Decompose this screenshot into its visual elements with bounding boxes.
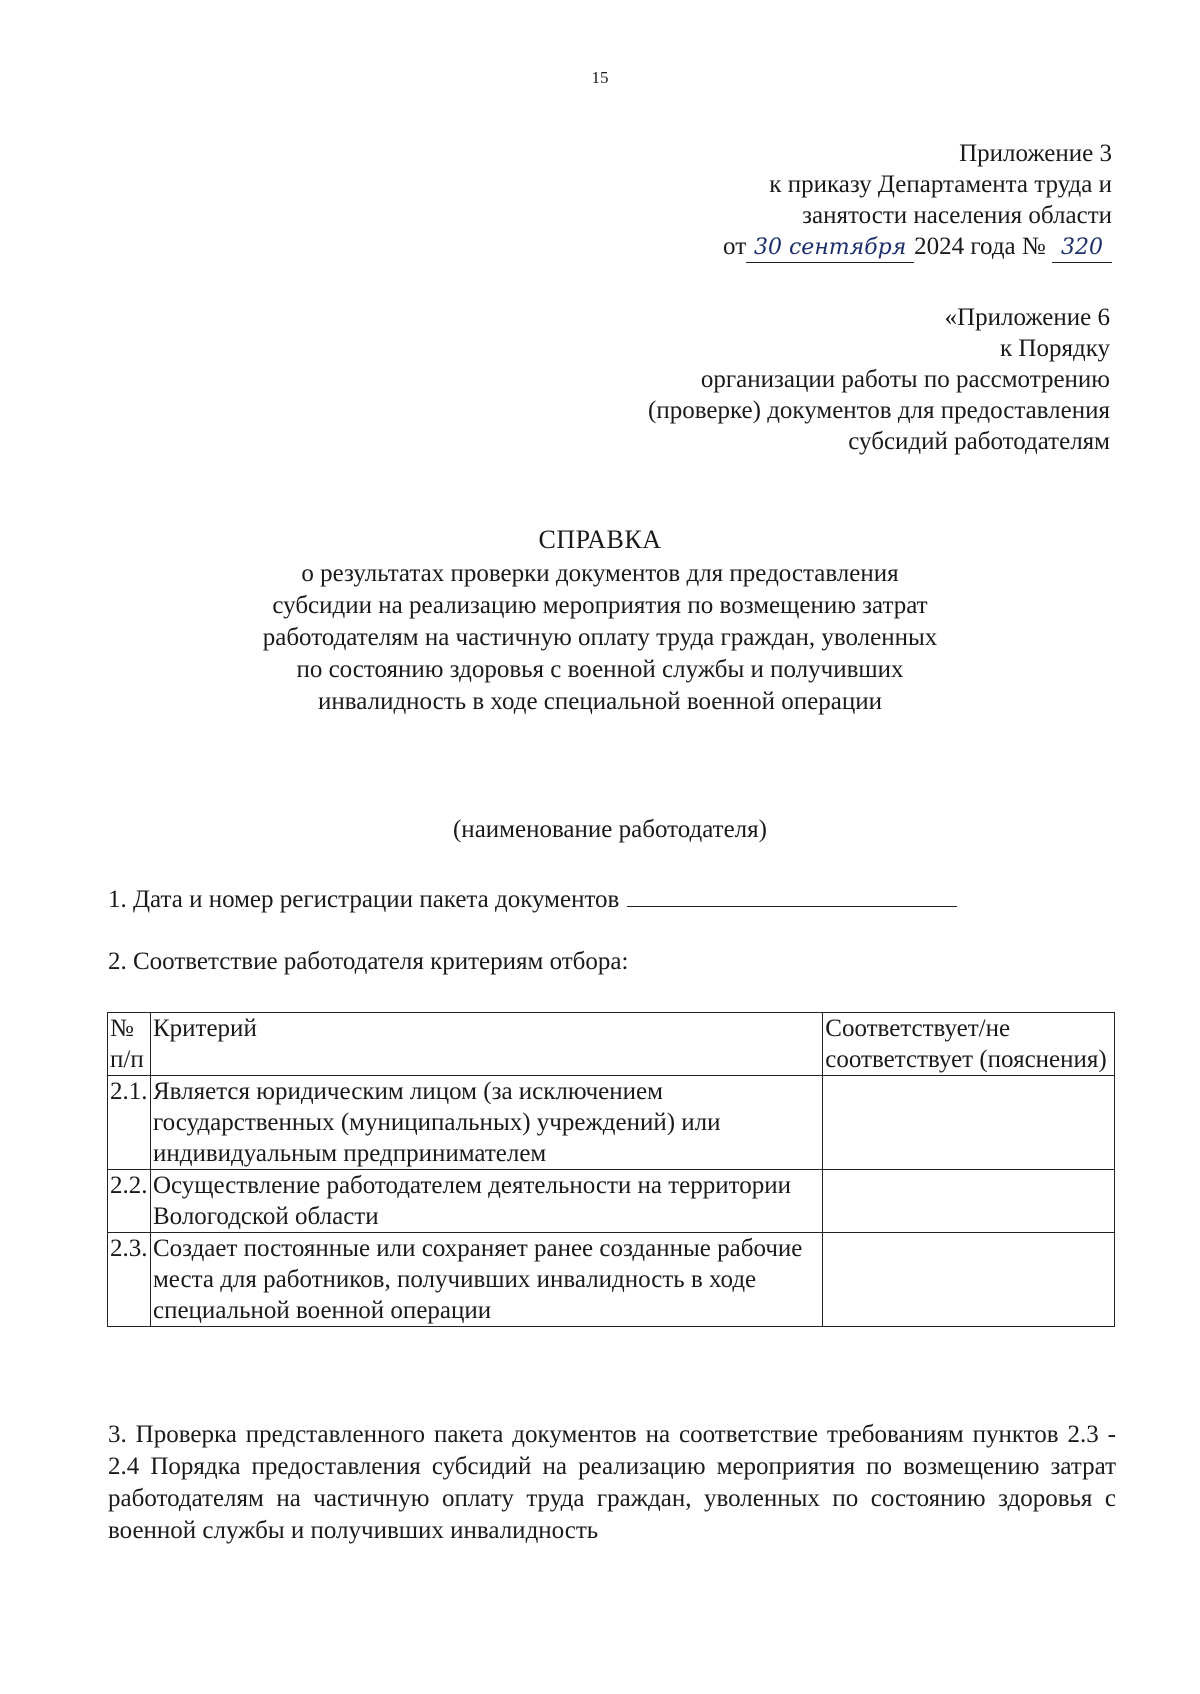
row-result bbox=[823, 1076, 1115, 1170]
title-line-3: работодателям на частичную оплату труда граждан, уволенных bbox=[262, 624, 938, 651]
handwritten-date: 30 сентября bbox=[753, 235, 907, 260]
title-line-5: инвалидность в ходе специальной военной операции bbox=[318, 688, 882, 715]
handwritten-number: 320 bbox=[1061, 235, 1103, 260]
appendix6-line-5: субсидий работодателям bbox=[848, 428, 1110, 455]
appendix-line-1: Приложение 3 bbox=[959, 140, 1112, 167]
date-prefix: от bbox=[723, 233, 747, 260]
row-criterion: Создает постоянные или сохраняет ранее созданные рабочие места для работников, получивших инвалидность в ходе специальной военной операции bbox=[150, 1233, 822, 1327]
row-num: 2.2. bbox=[108, 1170, 151, 1233]
appendix6-line-1: «Приложение 6 bbox=[944, 304, 1110, 331]
registration-blank-line bbox=[627, 882, 957, 907]
header-result: Соответствует/не соответствует (пояснения) bbox=[823, 1013, 1115, 1076]
appendix-line-3: занятости населения области bbox=[802, 202, 1112, 229]
order-number-field bbox=[1052, 231, 1112, 263]
criteria-table bbox=[107, 1012, 1115, 1327]
row-num: 2.1. bbox=[108, 1076, 151, 1170]
row-criterion: Осуществление работодателем деятельности на территории Вологодской области bbox=[150, 1170, 822, 1233]
appendix6-line-4: (проверке) документов для предоставления bbox=[648, 397, 1110, 424]
date-field bbox=[746, 231, 914, 263]
appendix-header bbox=[723, 138, 1112, 263]
title-line-1: о результатах проверки документов для предоставления bbox=[301, 560, 899, 587]
row-result bbox=[823, 1170, 1115, 1233]
appendix6-line-3: организации работы по рассмотрению bbox=[700, 366, 1110, 393]
item-3-document-check: 3. Проверка представленного пакета документов на соответствие требованиям пунктов 2.3 - 2.4 Порядка предоставления субсидий на реализацию мероприятия по возмещению затрат работодателям на частичную оплату труда граждан, уволенных по состоянию здоровья с военной службы и получивших инвалидность bbox=[108, 1421, 1116, 1544]
table-header-row bbox=[108, 1013, 1115, 1076]
table-row bbox=[108, 1170, 1115, 1233]
appendix-line-2: к приказу Департамента труда и bbox=[769, 171, 1112, 198]
year-text: 2024 года № bbox=[914, 233, 1046, 260]
appendix-date-line bbox=[723, 231, 1112, 263]
document-title bbox=[0, 524, 1200, 718]
title-line-2: субсидии на реализацию мероприятия по возмещению затрат bbox=[272, 592, 928, 619]
appendix6-line-2: к Порядку bbox=[1000, 335, 1110, 362]
header-criterion: Критерий bbox=[150, 1013, 822, 1076]
row-num: 2.3. bbox=[108, 1233, 151, 1327]
page-number: 15 bbox=[591, 68, 609, 87]
appendix-6-header bbox=[648, 302, 1110, 457]
item-1-registration bbox=[108, 882, 957, 914]
row-result bbox=[823, 1233, 1115, 1327]
title-heading: СПРАВКА bbox=[538, 525, 662, 554]
employer-name-caption: (наименование работодателя) bbox=[452, 816, 767, 843]
row-criterion: Является юридическим лицом (за исключением государственных (муниципальных) учреждений) или индивидуальным предпринимателем bbox=[150, 1076, 822, 1170]
table-row bbox=[108, 1233, 1115, 1327]
table-row bbox=[108, 1076, 1115, 1170]
header-num: № п/п bbox=[108, 1013, 151, 1076]
title-line-4: по состоянию здоровья с военной службы и получивших bbox=[296, 656, 904, 683]
item-1-text: 1. Дата и номер регистрации пакета документов bbox=[108, 886, 620, 913]
item-2-criteria: 2. Соответствие работодателя критериям отбора: bbox=[108, 948, 629, 975]
